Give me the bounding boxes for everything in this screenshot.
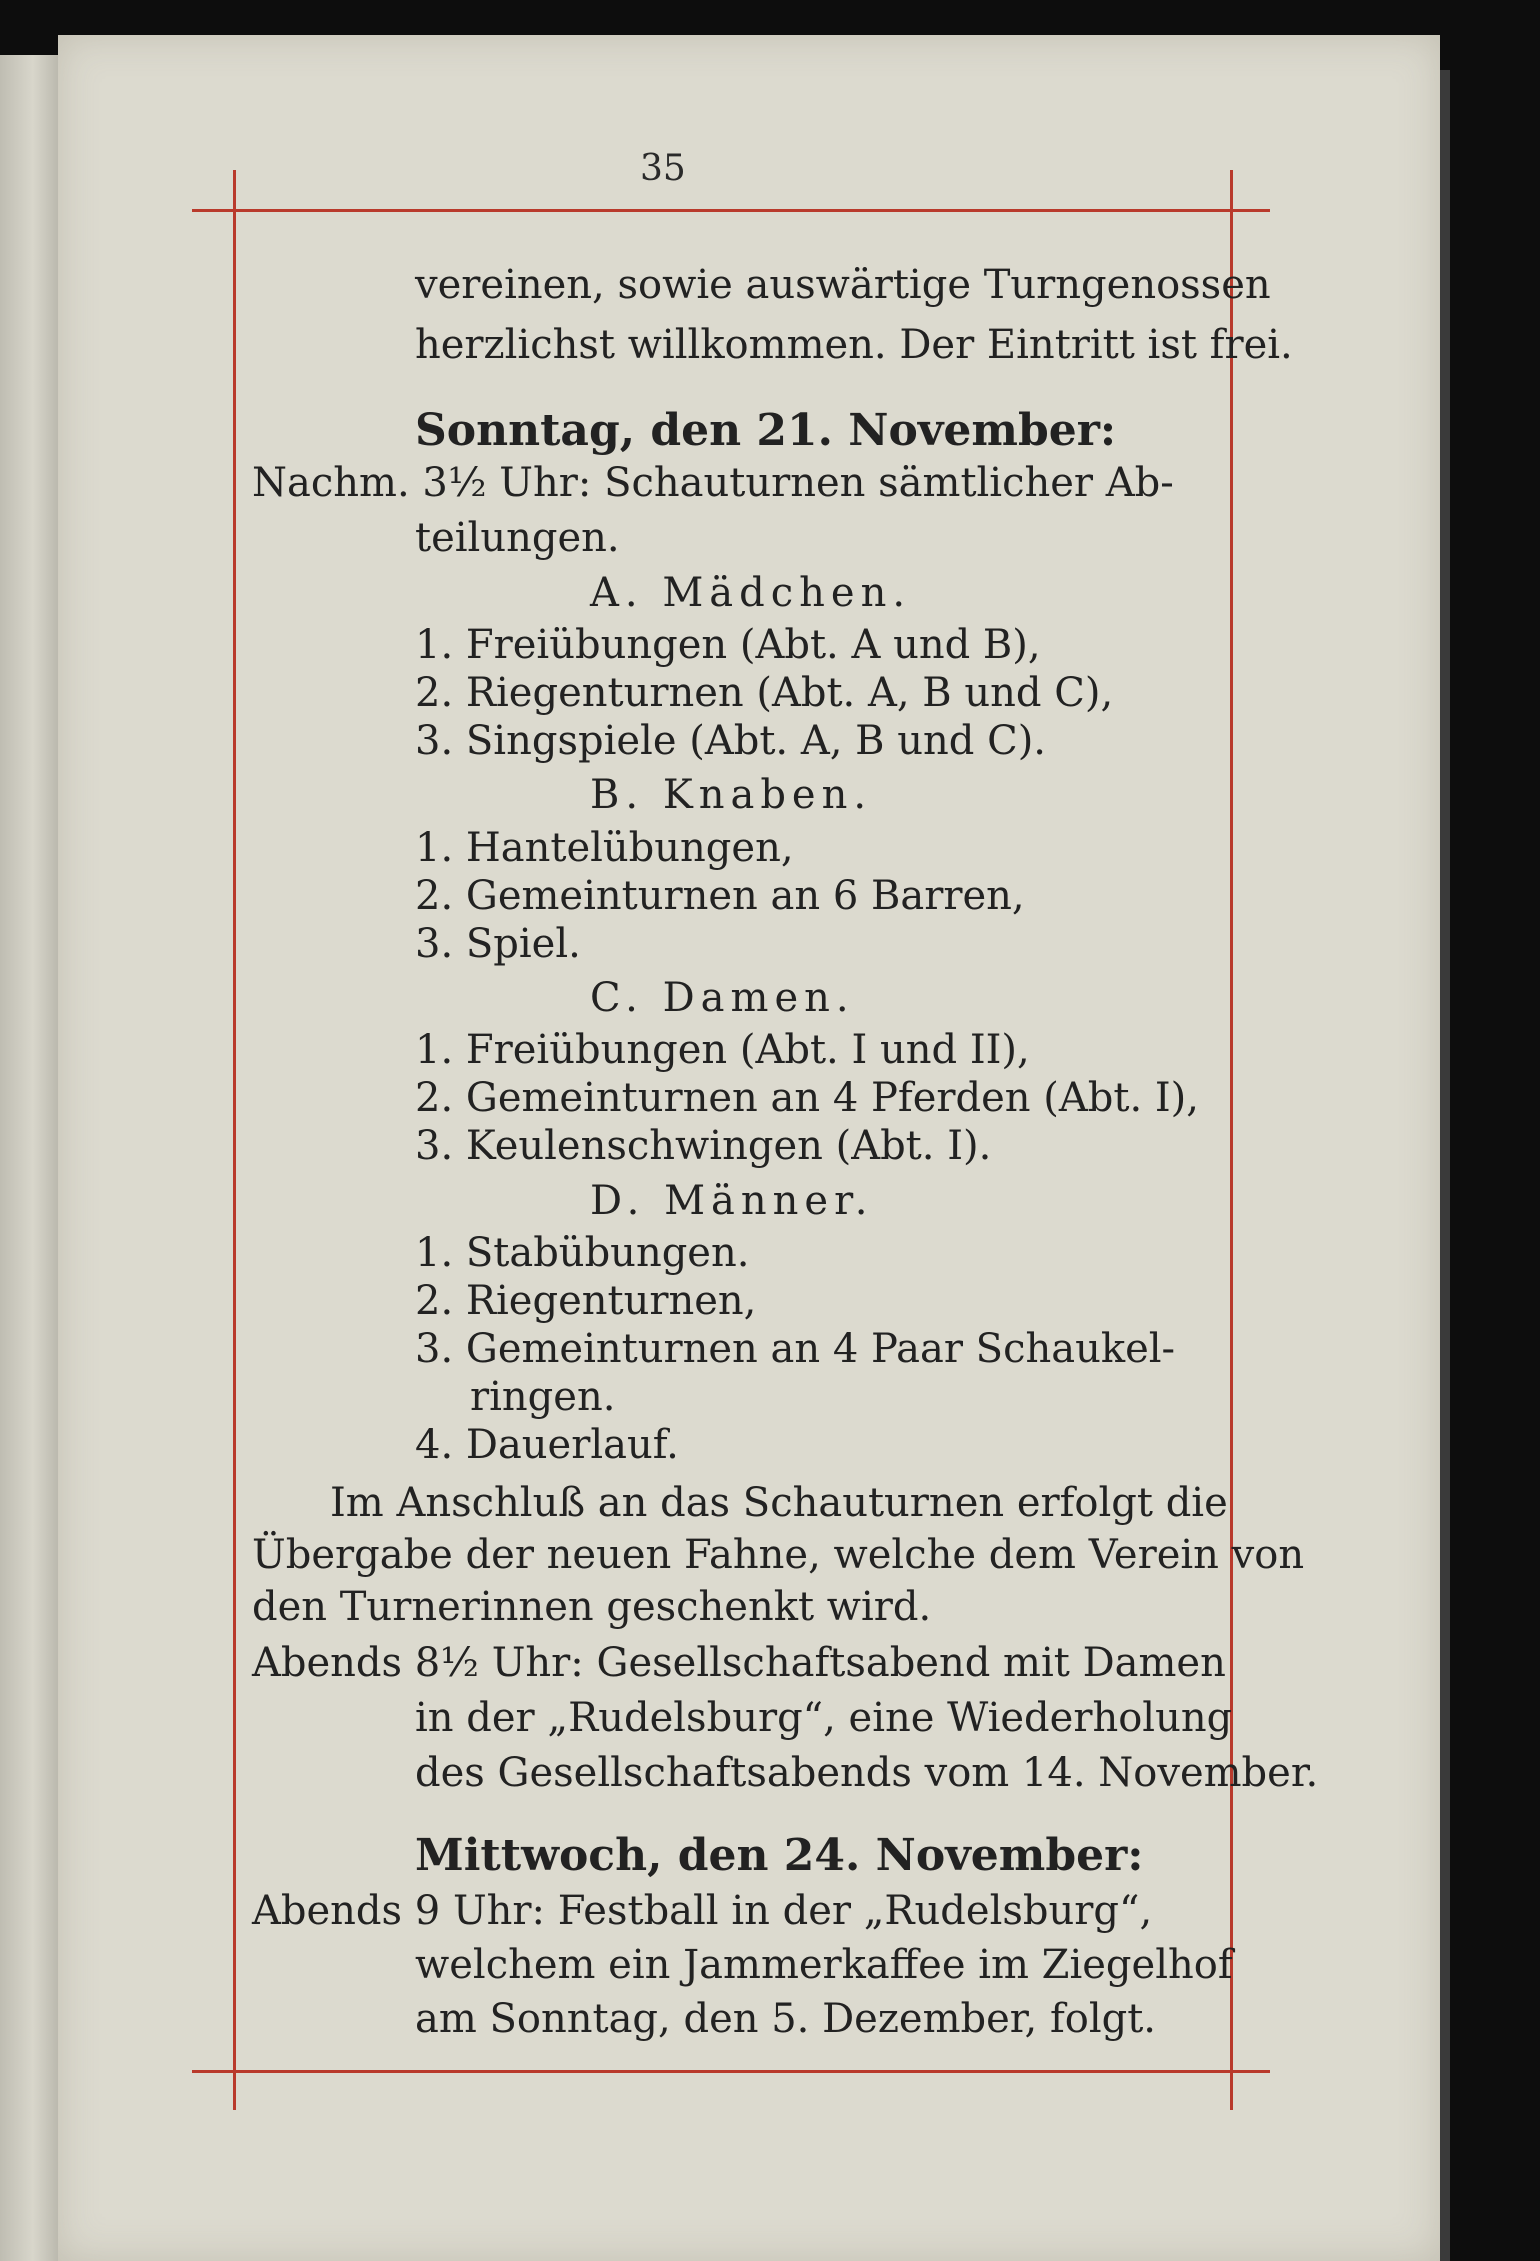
text-line: herzlichst willkommen. Der Eintritt ist frei. <box>415 322 1293 368</box>
text-line: am Sonntag, den 5. Dezember, folgt. <box>415 1996 1157 2042</box>
list-item: 2. Gemeinturnen an 6 Barren, <box>415 873 1025 919</box>
frame-right-rule <box>1230 170 1233 2110</box>
frame-bottom-rule <box>192 2070 1270 2073</box>
book-spine <box>0 55 60 2261</box>
text-line: vereinen, sowie auswärtige Turngenossen <box>415 262 1271 308</box>
list-item: 2. Gemeinturnen an 4 Pferden (Abt. I), <box>415 1075 1200 1121</box>
section-heading: Sonntag, den 21. November: <box>415 405 1117 456</box>
text-line: welchem ein Jammerkaffee im Ziegelhof <box>415 1942 1233 1988</box>
list-item: 4. Dauerlauf. <box>415 1422 679 1468</box>
page-number: 35 <box>640 148 686 189</box>
list-item: 3. Spiel. <box>415 921 581 967</box>
group-heading: A. Mädchen. <box>590 570 912 616</box>
list-item: 3. Singspiele (Abt. A, B und C). <box>415 718 1047 764</box>
frame-left-rule <box>233 170 236 2110</box>
text-line: teilungen. <box>415 515 620 561</box>
list-item: 3. Keulenschwingen (Abt. I). <box>415 1123 992 1169</box>
text-line: des Gesellschaftsabends vom 14. November. <box>415 1750 1319 1796</box>
text-line: Abends 8½ Uhr: Gesellschaftsabend mit Damen <box>252 1640 1226 1686</box>
group-heading: B. Knaben. <box>590 772 873 818</box>
text-line: Nachm. 3½ Uhr: Schauturnen sämtlicher Ab- <box>252 460 1174 506</box>
text-line: Übergabe der neuen Fahne, welche dem Verein von <box>252 1532 1305 1578</box>
text-line: Abends 9 Uhr: Festball in der „Rudelsburg“, <box>252 1888 1153 1934</box>
list-item: 2. Riegenturnen (Abt. A, B und C), <box>415 670 1114 716</box>
text-line: den Turnerinnen geschenkt wird. <box>252 1584 932 1630</box>
list-item-continuation: ringen. <box>470 1374 616 1420</box>
list-item: 1. Stabübungen. <box>415 1230 750 1276</box>
text-line: in der „Rudelsburg“, eine Wiederholung <box>415 1695 1233 1741</box>
section-heading: Mittwoch, den 24. November: <box>415 1830 1144 1881</box>
group-heading: C. Damen. <box>590 975 855 1021</box>
text-line: Im Anschluß an das Schauturnen erfolgt die <box>330 1480 1228 1526</box>
list-item: 3. Gemeinturnen an 4 Paar Schaukel- <box>415 1326 1176 1372</box>
group-heading: D. Männer. <box>590 1178 874 1224</box>
list-item: 1. Hantelübungen, <box>415 825 794 871</box>
list-item: 1. Freiübungen (Abt. A und B), <box>415 622 1041 668</box>
frame-top-rule <box>192 209 1270 212</box>
page-edge <box>1440 70 1450 2261</box>
list-item: 2. Riegenturnen, <box>415 1278 757 1324</box>
list-item: 1. Freiübungen (Abt. I und II), <box>415 1027 1030 1073</box>
